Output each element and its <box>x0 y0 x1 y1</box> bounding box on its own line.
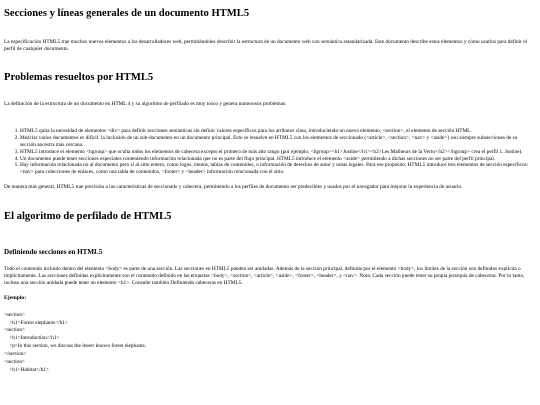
code-example: <section> <h1>Forest elephants</h1> <section> <h1>Introduction</h1> <p>In this section, we discuss the lesser known forest elephants. </section> <section> <h1>Habitat</h1> <box>4 311 147 374</box>
list-item: 2. Mezclar varios documentos es difícil: la inclusión de un sub-documento en un documento principal. Esto se resuelve en HTML5 con los elementos de seccionado (<article>, <section>, <nav> y <aside>) son siempre subsecciones de su sección ancestra más cercana. <box>20 135 532 149</box>
problems-heading: Problemas resueltos por HTML5 <box>4 72 154 84</box>
defining-sections-body: Todo el contenido incluido dentro del elemento <body> es parte de una sección. Las secciones en HTML5 pueden ser anidadas. Además de la sección principal, definida por el elemento <body>, los límites de la sección son definidos explícita o implícitamente. Las secciones definidas explícitamente son el contenido definido en las etiquetas <body>, <section>, <article>, <aside>, <footer>, <header>, y <nav>. Nota: Cada sección puede tener su propia jerarquía de cabeceras. Por lo tanto, incluso una sección anidada puede tener un elemento <h1>. Consulte también Definiendo cabeceras en HTML5. <box>4 266 525 286</box>
intro-paragraph: La especificación HTML5 trae muchos nuevos elementos a los desarrolladores web, permitiéndoles describir la estructura de un documento web con semántica estandarizada. Este documento describe estos elementos y cómo usarlos para definir el perfil de cualquier documento. <box>4 38 528 52</box>
example-label: Ejemplo: <box>4 294 27 301</box>
list-item: 3. HTML5 introduce el elemento <hgroup> que oculta todos los elementos de cabecera excepto el primero de más alto rango (por ejemplo, <hgroup><h1>Justine</h1><h2>Les Malheurs de la Vertu</h2></hgroup> crea el perfil 1. Justine). <box>20 149 532 156</box>
list-item: 4. Un documento puede tener secciones especiales conteniendo información relacionada que no es parte del flujo principal. HTML5 introduce el elemento <aside> permitiendo a dichas secciones no ser parte del perfil principal. <box>20 156 532 163</box>
page-title: Secciones y líneas generales de un documento HTML5 <box>4 8 250 19</box>
list-item: 5. Hay información relacionada no al documento pero sí al sitio entero, como logos, menús, tablas de contenidos, o información de derechos de autor y notas legales. Para ese propósito, HTML5 introduce tres elementos de sección específicos: <nav> para colecciones de enlaces, como una tabla de contenidos, <footer> y <header> información relacionada con el sitio. <box>20 162 532 176</box>
defining-sections-heading: Definiendo secciones en HTML5 <box>4 247 103 256</box>
problems-list <box>4 128 532 176</box>
problems-intro: La definición de la estructura de un documento en HTML 4 y su algoritmo de perfilado es muy tosco y genera numerosos problemas: <box>4 101 287 108</box>
algorithm-heading: El algoritmo de perfilado de HTML5 <box>4 211 172 223</box>
problems-outro: De manera más general, HTML5 trae precisión a las características de seccionado y cabecera, permitiendo a los perfiles de documento ser predecibles y usados por el navegador para mejorar la experiencia de usuario. <box>4 184 463 191</box>
list-item: 1. HTML5 quita la necesidad de elementos <div> para definir secciones semánticas sin definir valores específicos para los atributos class, introduciendo un nuevo elemento, <section>, el elemento de sección HTML. <box>20 128 532 135</box>
